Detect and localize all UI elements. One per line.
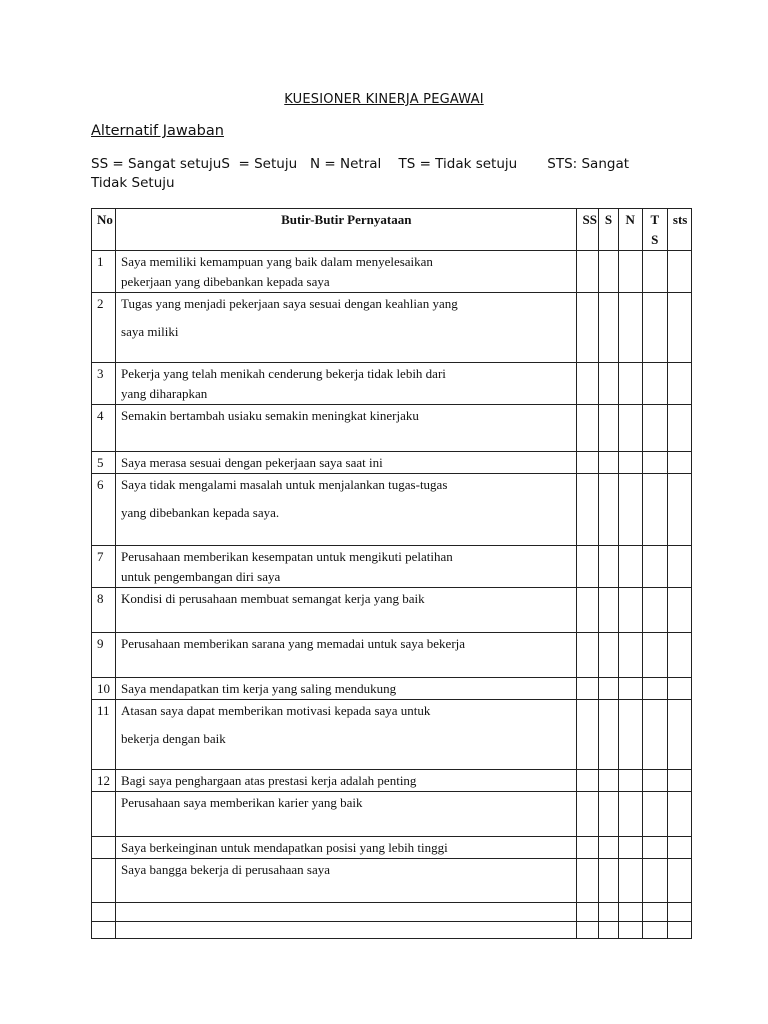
item-number: 2 <box>92 293 116 363</box>
table-row <box>92 293 692 363</box>
legend-ss: SS = Sangat setuju <box>91 156 222 172</box>
answer-cell-ss[interactable] <box>577 293 599 363</box>
table-row <box>92 452 692 474</box>
answer-cell-n[interactable] <box>618 678 642 700</box>
header-ts-bottom: S <box>651 232 659 247</box>
statement-line-2: yang diharapkan <box>121 386 208 401</box>
table-row <box>92 922 692 939</box>
item-number: 12 <box>92 770 116 792</box>
statement-line-1: Saya berkeinginan untuk mendapatkan posisi yang lebih tinggi <box>121 840 448 855</box>
answer-cell-ts[interactable] <box>642 588 667 633</box>
item-number: 4 <box>92 405 116 452</box>
answer-cell-ss[interactable] <box>577 837 599 859</box>
answer-cell-s[interactable] <box>599 792 618 837</box>
item-statement <box>116 770 577 792</box>
answer-cell-s[interactable] <box>599 474 618 546</box>
item-statement <box>116 792 577 837</box>
answer-cell-s[interactable] <box>599 588 618 633</box>
item-number: 1 <box>92 251 116 293</box>
answer-cell-ss[interactable] <box>577 859 599 903</box>
table-row <box>92 474 692 546</box>
statement-line-2: yang dibebankan kepada saya. <box>121 505 280 520</box>
answer-cell-ss[interactable] <box>577 678 599 700</box>
answer-cell-n[interactable] <box>618 474 642 546</box>
answer-cell-sts[interactable] <box>667 633 691 678</box>
table-row <box>92 700 692 770</box>
answer-cell-sts[interactable] <box>667 474 691 546</box>
header-n: N <box>618 209 642 251</box>
answer-cell-ss[interactable] <box>577 922 599 939</box>
answer-cell-ss[interactable] <box>577 251 599 293</box>
answer-cell-sts[interactable] <box>667 837 691 859</box>
answer-cell-s[interactable] <box>599 922 618 939</box>
item-number <box>92 922 116 939</box>
answer-cell-n[interactable] <box>618 633 642 678</box>
item-statement <box>116 405 577 452</box>
answer-cell-ss[interactable] <box>577 363 599 405</box>
answer-cell-n[interactable] <box>618 922 642 939</box>
item-statement <box>116 633 577 678</box>
statement-line-1: Saya mendapatkan tim kerja yang saling mendukung <box>121 681 397 696</box>
answer-cell-sts[interactable] <box>667 922 691 939</box>
table-row <box>92 546 692 588</box>
table-row <box>92 363 692 405</box>
answer-cell-s[interactable] <box>599 452 618 474</box>
statement-line-1: Tugas yang menjadi pekerjaan saya sesuai dengan keahlian yang <box>121 296 458 311</box>
answer-cell-ts[interactable] <box>642 452 667 474</box>
answer-cell-s[interactable] <box>599 770 618 792</box>
item-number <box>92 837 116 859</box>
item-number: 10 <box>92 678 116 700</box>
table-row <box>92 633 692 678</box>
item-statement <box>116 678 577 700</box>
answer-cell-n[interactable] <box>618 452 642 474</box>
answer-cell-ss[interactable] <box>577 633 599 678</box>
statement-line-1: Atasan saya dapat memberikan motivasi kepada saya untuk <box>121 703 431 718</box>
answer-cell-n[interactable] <box>618 293 642 363</box>
answer-options-heading: Alternatif Jawaban <box>91 123 224 139</box>
table-row <box>92 678 692 700</box>
answer-cell-ss[interactable] <box>577 700 599 770</box>
statement-line-1: Pekerja yang telah menikah cenderung bekerja tidak lebih dari <box>121 366 446 381</box>
answer-cell-ss[interactable] <box>577 546 599 588</box>
table-row <box>92 837 692 859</box>
answer-cell-sts[interactable] <box>667 770 691 792</box>
item-statement <box>116 837 577 859</box>
answer-cell-sts[interactable] <box>667 792 691 837</box>
answer-cell-sts[interactable] <box>667 588 691 633</box>
statement-line-1: Semakin bertambah usiaku semakin meningkat kinerjaku <box>121 408 419 423</box>
header-ts-top: T <box>650 212 660 227</box>
answer-cell-ts[interactable] <box>642 363 667 405</box>
answer-cell-ts[interactable] <box>642 474 667 546</box>
item-statement <box>116 700 577 770</box>
item-statement <box>116 293 577 363</box>
answer-cell-ts[interactable] <box>642 293 667 363</box>
statement-line-1: Perusahaan memberikan kesempatan untuk mengikuti pelatihan <box>121 549 453 564</box>
item-statement <box>116 903 577 922</box>
statement-line-2: pekerjaan yang dibebankan kepada saya <box>121 274 330 289</box>
header-no: No <box>92 209 116 251</box>
answer-cell-s[interactable] <box>599 700 618 770</box>
item-statement <box>116 452 577 474</box>
questionnaire-table <box>91 208 692 939</box>
item-number <box>92 792 116 837</box>
answer-cell-s[interactable] <box>599 293 618 363</box>
answer-cell-ts[interactable] <box>642 922 667 939</box>
answer-cell-sts[interactable] <box>667 859 691 903</box>
answer-cell-n[interactable] <box>618 405 642 452</box>
answer-cell-n[interactable] <box>618 770 642 792</box>
answer-cell-ts[interactable] <box>642 770 667 792</box>
statement-line-1: Kondisi di perusahaan membuat semangat kerja yang baik <box>121 591 425 606</box>
header-ts <box>642 209 667 251</box>
answer-cell-ts[interactable] <box>642 903 667 922</box>
table-header-row <box>92 209 692 251</box>
item-number: 9 <box>92 633 116 678</box>
answer-cell-n[interactable] <box>618 546 642 588</box>
answer-cell-sts[interactable] <box>667 546 691 588</box>
item-statement <box>116 588 577 633</box>
table-row <box>92 792 692 837</box>
item-number: 7 <box>92 546 116 588</box>
answer-cell-ss[interactable] <box>577 474 599 546</box>
answer-cell-sts[interactable] <box>667 251 691 293</box>
statement-line-1: Saya memiliki kemampuan yang baik dalam menyelesaikan <box>121 254 433 269</box>
statement-line-1: Bagi saya penghargaan atas prestasi kerja adalah penting <box>121 773 417 788</box>
answer-cell-sts[interactable] <box>667 452 691 474</box>
answer-cell-s[interactable] <box>599 859 618 903</box>
answer-cell-ss[interactable] <box>577 792 599 837</box>
statement-line-1: Perusahaan saya memberikan karier yang baik <box>121 795 363 810</box>
answer-cell-n[interactable] <box>618 363 642 405</box>
answer-cell-s[interactable] <box>599 837 618 859</box>
answer-cell-n[interactable] <box>618 700 642 770</box>
answer-legend <box>91 155 661 193</box>
statement-line-1: Saya tidak mengalami masalah untuk menjalankan tugas-tugas <box>121 477 448 492</box>
answer-cell-sts[interactable] <box>667 678 691 700</box>
answer-cell-ss[interactable] <box>577 770 599 792</box>
answer-cell-ts[interactable] <box>642 792 667 837</box>
answer-cell-sts[interactable] <box>667 363 691 405</box>
statement-line-2: saya miliki <box>121 324 179 339</box>
table-row <box>92 859 692 903</box>
header-s: S <box>599 209 618 251</box>
table-row <box>92 770 692 792</box>
answer-cell-ts[interactable] <box>642 251 667 293</box>
header-sts: sts <box>667 209 691 251</box>
item-statement <box>116 251 577 293</box>
answer-cell-ss[interactable] <box>577 452 599 474</box>
answer-cell-s[interactable] <box>599 546 618 588</box>
answer-cell-sts[interactable] <box>667 293 691 363</box>
statement-line-1: Saya bangga bekerja di perusahaan saya <box>121 862 331 877</box>
item-number: 3 <box>92 363 116 405</box>
answer-cell-ss[interactable] <box>577 405 599 452</box>
answer-cell-s[interactable] <box>599 251 618 293</box>
header-statement: Butir-Butir Pernyataan <box>116 209 577 251</box>
table-row <box>92 588 692 633</box>
item-number <box>92 859 116 903</box>
answer-cell-sts[interactable] <box>667 903 691 922</box>
answer-cell-ts[interactable] <box>642 859 667 903</box>
answer-cell-ss[interactable] <box>577 903 599 922</box>
answer-cell-n[interactable] <box>618 837 642 859</box>
answer-cell-ts[interactable] <box>642 678 667 700</box>
item-statement <box>116 546 577 588</box>
answer-cell-n[interactable] <box>618 903 642 922</box>
answer-cell-n[interactable] <box>618 792 642 837</box>
answer-cell-ts[interactable] <box>642 633 667 678</box>
item-number: 6 <box>92 474 116 546</box>
item-statement <box>116 859 577 903</box>
item-statement <box>116 474 577 546</box>
answer-cell-s[interactable] <box>599 903 618 922</box>
legend-ts: TS = Tidak setuju <box>398 156 518 172</box>
table-row <box>92 405 692 452</box>
table-row <box>92 251 692 293</box>
answer-cell-s[interactable] <box>599 633 618 678</box>
answer-cell-ts[interactable] <box>642 700 667 770</box>
answer-cell-n[interactable] <box>618 859 642 903</box>
answer-cell-n[interactable] <box>618 588 642 633</box>
answer-cell-n[interactable] <box>618 251 642 293</box>
item-number: 11 <box>92 700 116 770</box>
legend-s: S = Setuju <box>221 156 298 172</box>
answer-cell-s[interactable] <box>599 678 618 700</box>
statement-line-2: untuk pengembangan diri saya <box>121 569 281 584</box>
answer-cell-s[interactable] <box>599 405 618 452</box>
item-number: 5 <box>92 452 116 474</box>
answer-cell-ts[interactable] <box>642 837 667 859</box>
answer-cell-ss[interactable] <box>577 588 599 633</box>
item-number <box>92 903 116 922</box>
table-row <box>92 903 692 922</box>
statement-line-1: Perusahaan memberikan sarana yang memadai untuk saya bekerja <box>121 636 466 651</box>
statement-line-1: Saya merasa sesuai dengan pekerjaan saya saat ini <box>121 455 383 470</box>
answer-cell-ts[interactable] <box>642 405 667 452</box>
item-number: 8 <box>92 588 116 633</box>
document-title: KUESIONER KINERJA PEGAWAI <box>284 92 484 107</box>
header-ss: SS <box>577 209 599 251</box>
answer-cell-ts[interactable] <box>642 546 667 588</box>
legend-n: N = Netral <box>310 156 382 172</box>
answer-cell-s[interactable] <box>599 363 618 405</box>
answer-cell-sts[interactable] <box>667 700 691 770</box>
item-statement <box>116 363 577 405</box>
legend-sts: STS: Sangat Tidak Setuju <box>91 156 630 191</box>
item-statement <box>116 922 577 939</box>
statement-line-2: bekerja dengan baik <box>121 731 226 746</box>
answer-cell-sts[interactable] <box>667 405 691 452</box>
